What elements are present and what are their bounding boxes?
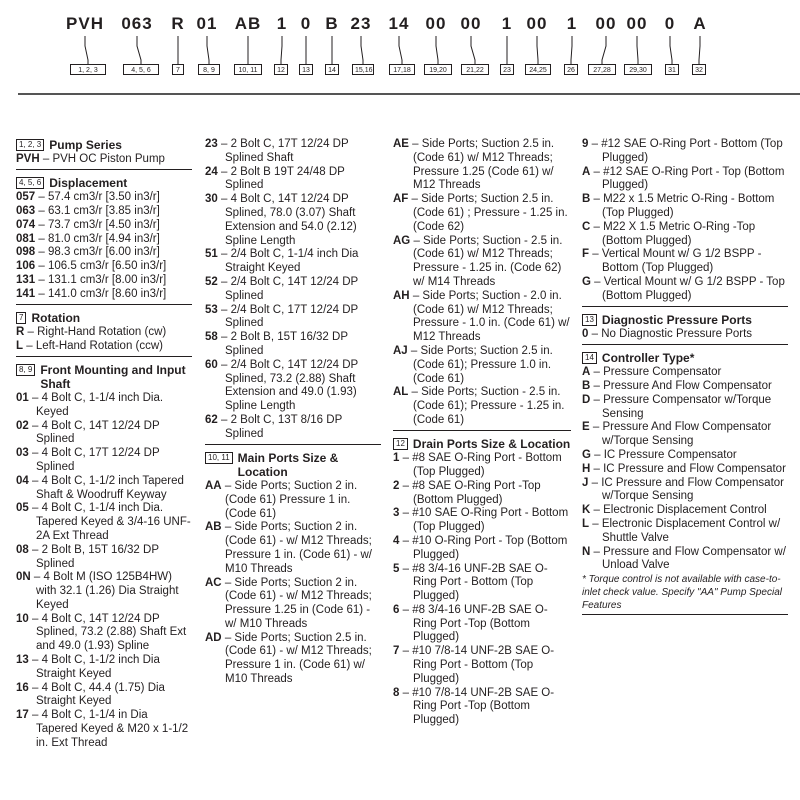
section-title: Main Ports Size & Location [237, 450, 339, 479]
item-code: L [582, 517, 590, 530]
item-code: 9 [582, 138, 589, 150]
list-item [582, 449, 788, 463]
item-description: – Side Ports; Suction 2 in. (Code 61) - w/ M12 Threads; Pressure 1 in. (Code 61) - w/ M10 Threads [221, 521, 373, 575]
item-description: – 2/4 Bolt C, 14T 12/24 DP Splined [217, 275, 359, 302]
section-rule [582, 614, 788, 615]
list-item [582, 518, 788, 546]
item-code: 3 [393, 507, 400, 520]
item-code: G [582, 275, 591, 288]
list-item [16, 420, 192, 448]
item-code: 074 [16, 218, 36, 231]
item-code: C [582, 220, 591, 233]
item-description: – Vertical Mount w/ G 1/2 BSPP - Bottom (Top Plugged) [589, 248, 762, 275]
code-segment: 00 [595, 14, 617, 33]
section-title: Pump Series [49, 138, 122, 152]
code-position-box: 19,20 [424, 64, 452, 75]
list-item [16, 682, 192, 710]
item-code: AC [205, 576, 222, 589]
section-rule [582, 306, 788, 307]
code-position-box: 7 [172, 64, 184, 75]
item-code: AA [205, 479, 222, 492]
list-item [582, 380, 788, 394]
item-description: – Left-Hand Rotation (ccw) [23, 339, 164, 352]
column-4 [582, 138, 788, 621]
section-rotation [16, 311, 192, 357]
section-rule [16, 169, 192, 170]
item-code: 081 [16, 232, 36, 245]
item-description: – 4 Bolt C, 1-1/2 inch Tapered Shaft & Woodruff Keyway [28, 474, 184, 501]
list-item [582, 394, 788, 422]
item-code: A [582, 366, 591, 379]
item-code: 13 [16, 654, 29, 667]
item-code: K [582, 504, 591, 517]
code-segment: PVH [66, 14, 104, 33]
section-number: 14 [582, 352, 597, 364]
item-description: – Electronic Displacement Control w/ Shuttle Valve [589, 517, 781, 544]
section-diagnostic [582, 313, 788, 345]
item-description: – 4 Bolt C, 14T 12/24 DP Splined, 73.2 (2.88) Shaft Ext and 49.0 (1.93) Spline [28, 612, 187, 653]
list-item [393, 687, 571, 728]
item-description: – IC Pressure Compensator [590, 448, 737, 461]
item-code: 53 [205, 303, 218, 316]
item-description: – Side Ports; Suction - 2.5 in. (Code 61); Pressure - 1.25 in. (Code 61) [408, 386, 565, 426]
item-code: 16 [16, 681, 29, 694]
code-connector [207, 36, 209, 64]
code-position-box: 8, 9 [198, 64, 220, 75]
item-code: N [582, 545, 591, 558]
code-position-box: 1, 2, 3 [70, 64, 106, 75]
item-code: 52 [205, 275, 218, 288]
item-description: – Side Ports; Suction 2 in. (Code 61) - w/ M12 Threads; Pressure 1.25 in (Code 61) - w/ M10 Threads [221, 576, 372, 630]
list-item [16, 260, 192, 274]
list-item [582, 477, 788, 505]
item-code: H [582, 462, 591, 475]
list-item [205, 276, 381, 304]
list-item [582, 276, 788, 304]
code-position-box: 17,18 [389, 64, 415, 75]
list-item [582, 221, 788, 249]
code-position-box: 4, 5, 6 [123, 64, 159, 75]
item-code: 057 [16, 191, 36, 204]
list-item [393, 563, 571, 604]
code-connector [637, 36, 638, 64]
section-displacement [16, 176, 192, 305]
item-description: – #8 SAE O-Ring Port - Bottom (Top Plugged) [399, 452, 562, 478]
section-title: Rotation [31, 310, 81, 325]
item-description: – M22 X 1.5 Metric O-Ring -Top (Bottom Plugged) [590, 220, 756, 247]
list-item [393, 535, 571, 563]
item-code: L [16, 339, 24, 352]
item-description: – 4 Bolt C, 1-1/4 in Dia Tapered Keyed & M20 x 1-1/2 in. Ext Thread [28, 709, 189, 749]
section-number: 8, 9 [16, 364, 35, 376]
section-drain-ports [393, 437, 571, 728]
code-position-box: 13 [299, 64, 313, 75]
section-rule [16, 356, 192, 357]
item-code: 0N [16, 571, 31, 584]
item-description: – IC Pressure and Flow Compensator w/Torque Sensing [588, 476, 784, 503]
code-position-box: 21,22 [461, 64, 489, 75]
item-description: – 2/4 Bolt C, 1-1/4 inch Dia Straight Keyed [217, 248, 359, 275]
code-segment: 063 [121, 14, 153, 33]
list-item [16, 340, 192, 354]
section-number: 7 [16, 312, 26, 324]
code-connector [85, 36, 88, 64]
code-connector [602, 36, 606, 64]
list-item [393, 386, 571, 427]
item-description: – 141.0 cm3/r [8.60 in3/r] [35, 287, 167, 300]
item-code: 24 [205, 165, 218, 178]
section-controller [582, 351, 788, 615]
item-description: – 106.5 cm3/r [6.50 in3/r] [35, 260, 167, 273]
list-item [582, 366, 788, 380]
item-code: 08 [16, 543, 29, 556]
item-description: – 4 Bolt M (ISO 125B4HW) with 32.1 (1.26) Dia Straight Keyed [30, 571, 179, 611]
item-description: – 4 Bolt C, 17T 12/24 DP Splined [28, 447, 160, 473]
code-connector [436, 36, 438, 64]
section-number: 4, 5, 6 [16, 177, 44, 189]
code-segment: 00 [626, 14, 648, 33]
item-description: – Side Ports; Suction 2.5 in. (Code 61) ; Pressure - 1.25 in. (Code 62) [408, 193, 568, 233]
item-code: R [16, 325, 25, 338]
section-title: Controller Type* [601, 351, 695, 366]
list-item [582, 166, 788, 194]
item-code: AB [205, 521, 222, 534]
code-segment: 1 [501, 14, 513, 33]
item-code: 03 [16, 447, 29, 460]
code-position-box: 32 [692, 64, 706, 75]
list-item [582, 421, 788, 449]
section-number: 13 [582, 314, 597, 326]
code-segment: 0 [664, 14, 676, 33]
item-description: – Pressure Compensator [590, 366, 722, 379]
code-segment: 00 [526, 14, 548, 33]
code-connector [537, 36, 538, 64]
code-position-box: 24,25 [525, 64, 551, 75]
list-item [393, 345, 571, 386]
list-item [16, 709, 192, 750]
item-description: – Side Ports; Suction 2.5 in. (Code 61); Pressure 1.0 in. (Code 61) [407, 344, 553, 385]
list-item [393, 645, 571, 686]
section-title: Drain Ports Size & Location [412, 437, 571, 452]
column-1 [16, 138, 192, 757]
list-item [16, 544, 192, 572]
section-rule [582, 344, 788, 345]
code-segment: 14 [388, 14, 410, 33]
code-connector [571, 36, 572, 64]
item-description: – #8 SAE O-Ring Port -Top (Bottom Plugged) [399, 479, 541, 506]
code-position-box: 29,30 [624, 64, 652, 75]
item-code: 01 [16, 391, 29, 404]
section-mounting [16, 363, 192, 751]
item-description: – #8 3/4-16 UNF-2B SAE O-Ring Port -Top (Bottom Plugged) [399, 603, 548, 644]
item-description: – 2 Bolt B, 15T 16/32 DP Splined [217, 331, 348, 357]
list-item [582, 504, 788, 518]
list-item [16, 326, 192, 340]
item-code: J [582, 476, 589, 489]
item-description: – #10 7/8-14 UNF-2B SAE O-Ring Port -Top (Bottom Plugged) [399, 686, 555, 727]
item-description: – No Diagnostic Pressure Ports [588, 327, 753, 340]
item-code: 05 [16, 502, 29, 515]
item-description: – 98.3 cm3/r [6.00 in3/r] [35, 246, 160, 259]
item-description: – Side Ports; Suction 2 in. (Code 61) Pressure 1 in. (Code 61) [221, 479, 358, 520]
section-main-ports [205, 451, 381, 687]
item-code: AH [393, 289, 410, 302]
section-pump-series [16, 138, 192, 170]
column-2 [205, 138, 381, 693]
list-item [582, 138, 788, 166]
item-code: 141 [16, 287, 36, 300]
item-code: 02 [16, 419, 29, 432]
item-description: – 2/4 Bolt C, 17T 12/24 DP Splined [217, 303, 359, 330]
item-code: E [582, 421, 590, 434]
item-description: – Side Ports; Suction - 2.5 in. (Code 61) w/ M12 Threads; Pressure - 1.25 in. (Code 62) w/ M14 Threads [410, 234, 563, 288]
item-code: 17 [16, 709, 29, 722]
code-segment: 1 [276, 14, 288, 33]
code-position-box: 26 [564, 64, 578, 75]
item-code: 098 [16, 246, 36, 259]
code-segment: 00 [425, 14, 447, 33]
item-description: – 2/4 Bolt C, 14T 12/24 DP Splined, 73.2 (2.88) Shaft Extension and 49.0 (1.93) Spline Length [217, 358, 359, 413]
item-description: – #12 SAE O-Ring Port - Top (Bottom Plugged) [590, 165, 785, 192]
item-description: – PVH OC Piston Pump [39, 153, 165, 165]
item-description: – 2 Bolt C, 13T 8/16 DP Splined [217, 413, 343, 440]
item-description: – #10 7/8-14 UNF-2B SAE O-Ring Port - Bottom (Top Plugged) [399, 645, 555, 685]
section-drain-ports-cont [582, 138, 788, 307]
list-item [205, 193, 381, 248]
code-segment: AB [234, 14, 262, 33]
item-description: – Side Ports; Suction 2.5 in. (Code 61) - w/ M12 Threads; Pressure 1 in. (Code 61) w/ M10 Threads [221, 631, 372, 686]
code-connector [137, 36, 141, 64]
item-code: 23 [205, 138, 218, 150]
section-number: 12 [393, 438, 408, 450]
item-description: – Pressure And Flow Compensator [590, 379, 772, 392]
item-description: – 4 Bolt C, 1-1/2 inch Dia Straight Keyed [28, 654, 160, 680]
list-item [16, 205, 192, 219]
code-segment: 00 [460, 14, 482, 33]
list-item [16, 475, 192, 503]
item-code: AF [393, 193, 409, 206]
item-description: – Pressure And Flow Compensator w/Torque Sensing [589, 421, 772, 448]
item-code: B [582, 193, 591, 206]
list-item [205, 632, 381, 687]
list-item [16, 233, 192, 247]
item-description: – Vertical Mount w/ G 1/2 BSPP - Top (Bottom Plugged) [590, 275, 785, 302]
code-segment: 23 [350, 14, 372, 33]
item-description: – #10 SAE O-Ring Port - Bottom (Top Plugged) [399, 507, 569, 534]
item-code: 04 [16, 474, 29, 487]
item-description: – Electronic Displacement Control [590, 504, 767, 517]
code-segment: A [693, 14, 707, 33]
code-position-box: 31 [665, 64, 679, 75]
list-item [582, 328, 788, 342]
item-code: 30 [205, 193, 218, 206]
list-item [16, 153, 192, 167]
list-item [16, 571, 192, 612]
list-item [582, 546, 788, 574]
item-code: 2 [393, 479, 400, 492]
item-description: – Pressure Compensator w/Torque Sensing [590, 393, 772, 420]
header-divider [18, 93, 800, 95]
item-description: – #12 SAE O-Ring Port - Bottom (Top Plugged) [588, 138, 783, 164]
list-item [205, 304, 381, 332]
item-code: 106 [16, 260, 36, 273]
list-item [16, 288, 192, 302]
item-code: 6 [393, 603, 400, 616]
item-description: – Side Ports; Suction 2.5 in. (Code 61) w/ M12 Threads; Pressure 1.25 (Code 61) w/ M12 Threads [408, 138, 555, 192]
list-item [393, 193, 571, 234]
code-segment: 1 [566, 14, 578, 33]
code-connector [670, 36, 672, 64]
list-item [205, 331, 381, 359]
section-title: Displacement [49, 176, 128, 191]
item-code: 62 [205, 413, 218, 426]
list-item [582, 248, 788, 276]
item-code: 063 [16, 204, 36, 217]
code-position-box: 15,16 [352, 64, 374, 75]
code-connector [471, 36, 475, 64]
section-number: 1, 2, 3 [16, 139, 44, 151]
item-description: – 4 Bolt C, 14T 12/24 DP Splined [28, 419, 160, 446]
list-item [16, 246, 192, 260]
list-item [16, 447, 192, 475]
item-code: 51 [205, 248, 218, 261]
item-description: – #10 O-Ring Port - Top (Bottom Plugged) [399, 534, 568, 561]
code-position-box: 14 [325, 64, 339, 75]
item-code: AJ [393, 344, 408, 357]
item-code: AD [205, 631, 222, 644]
list-item [582, 193, 788, 221]
list-item [393, 507, 571, 535]
item-code: B [582, 379, 591, 392]
item-description: – 63.1 cm3/r [3.85 in3/r] [35, 204, 160, 217]
item-description: – 73.7 cm3/r [4.50 in3/r] [35, 218, 160, 231]
item-description: – IC Pressure and Flow Compensator [590, 462, 786, 475]
item-description: – Side Ports; Suction - 2.0 in. (Code 61) w/ M12 Threads; Pressure - 1.0 in. (Code 61) w/ M12 Threads [409, 289, 570, 344]
list-item [205, 577, 381, 632]
code-segment: 0 [300, 14, 312, 33]
list-item [393, 235, 571, 290]
item-description: – 131.1 cm3/r [8.00 in3/r] [35, 273, 167, 286]
list-item [393, 138, 571, 193]
code-connector [399, 36, 402, 64]
list-item [205, 521, 381, 576]
section-title: Diagnostic Pressure Ports [601, 312, 752, 327]
controller-footnote: * Torque control is not available with case-to-inlet check value. Specify "AA" Pump Special Features [582, 574, 782, 612]
section-rule [16, 304, 192, 305]
item-code: 7 [393, 645, 400, 658]
list-item [16, 274, 192, 288]
list-item [205, 480, 381, 521]
item-code: 5 [393, 562, 400, 575]
item-code: F [582, 248, 590, 261]
list-item [393, 452, 571, 480]
item-code: 1 [393, 452, 400, 465]
item-code: 4 [393, 534, 400, 547]
item-code: 58 [205, 331, 218, 344]
item-description: – 4 Bolt C, 1-1/4 inch Dia. Tapered Keyed & 3/4-16 UNF-2A Ext Thread [28, 502, 191, 542]
code-segment: 01 [196, 14, 218, 33]
code-connector [699, 36, 700, 64]
section-rule [393, 430, 571, 431]
list-item [393, 604, 571, 645]
item-code: AG [393, 234, 411, 247]
item-description: – Pressure and Flow Compensator w/ Unload Valve [590, 545, 786, 572]
item-code: 8 [393, 686, 400, 699]
list-item [16, 654, 192, 682]
code-connector [361, 36, 363, 64]
code-position-box: 12 [274, 64, 288, 75]
item-code: PVH [16, 153, 40, 165]
item-description: – 4 Bolt C, 1-1/4 inch Dia. Keyed [28, 391, 164, 418]
item-code: AE [393, 138, 409, 150]
item-description: – #8 3/4-16 UNF-2B SAE O-Ring Port - Bottom (Top Plugged) [399, 562, 548, 603]
code-position-box: 27,28 [588, 64, 616, 75]
list-item [16, 219, 192, 233]
list-item [205, 414, 381, 442]
item-description: – 2 Bolt B 19T 24/48 DP Splined [217, 165, 345, 192]
model-code-strip [0, 0, 800, 90]
item-code: AL [393, 386, 409, 399]
list-item [393, 290, 571, 345]
list-item [205, 359, 381, 414]
item-code: 0 [582, 327, 589, 340]
item-description: – 2 Bolt B, 15T 16/32 DP Splined [28, 543, 159, 570]
list-item [205, 138, 381, 166]
list-item [205, 166, 381, 194]
code-connector [281, 36, 282, 64]
item-description: – 57.4 cm3/r [3.50 in3/r] [35, 191, 160, 204]
section-number: 10, 11 [205, 452, 233, 464]
section-title: Front Mounting and Input Shaft [40, 362, 186, 391]
item-code: 60 [205, 358, 218, 371]
list-item [16, 613, 192, 654]
item-description: – 4 Bolt C, 14T 12/24 DP Splined, 78.0 (3.07) Shaft Extension and 54.0 (2.12) Spline Length [217, 193, 357, 247]
item-description: – 2 Bolt C, 17T 12/24 DP Splined Shaft [217, 138, 349, 164]
list-item [205, 248, 381, 276]
item-code: A [582, 165, 591, 178]
code-position-box: 23 [500, 64, 514, 75]
list-item [16, 191, 192, 205]
code-position-box: 10, 11 [234, 64, 262, 75]
column-3 [393, 138, 571, 734]
item-code: 10 [16, 612, 29, 625]
list-item [582, 463, 788, 477]
list-item [16, 392, 192, 420]
item-code: G [582, 448, 591, 461]
item-code: D [582, 393, 591, 406]
section-rule [205, 444, 381, 445]
item-code: 131 [16, 273, 36, 286]
list-item [393, 480, 571, 508]
list-item [16, 502, 192, 543]
code-segment: R [171, 14, 185, 33]
section-mounting-cont [205, 138, 381, 445]
item-description: – 4 Bolt C, 44.4 (1.75) Dia Straight Keyed [28, 681, 165, 708]
item-description: – 81.0 cm3/r [4.94 in3/r] [35, 232, 160, 245]
item-description: – M22 x 1.5 Metric O-Ring - Bottom (Top Plugged) [590, 193, 775, 219]
code-segment: B [325, 14, 339, 33]
item-description: – Right-Hand Rotation (cw) [24, 325, 167, 338]
section-main-ports-cont [393, 138, 571, 431]
